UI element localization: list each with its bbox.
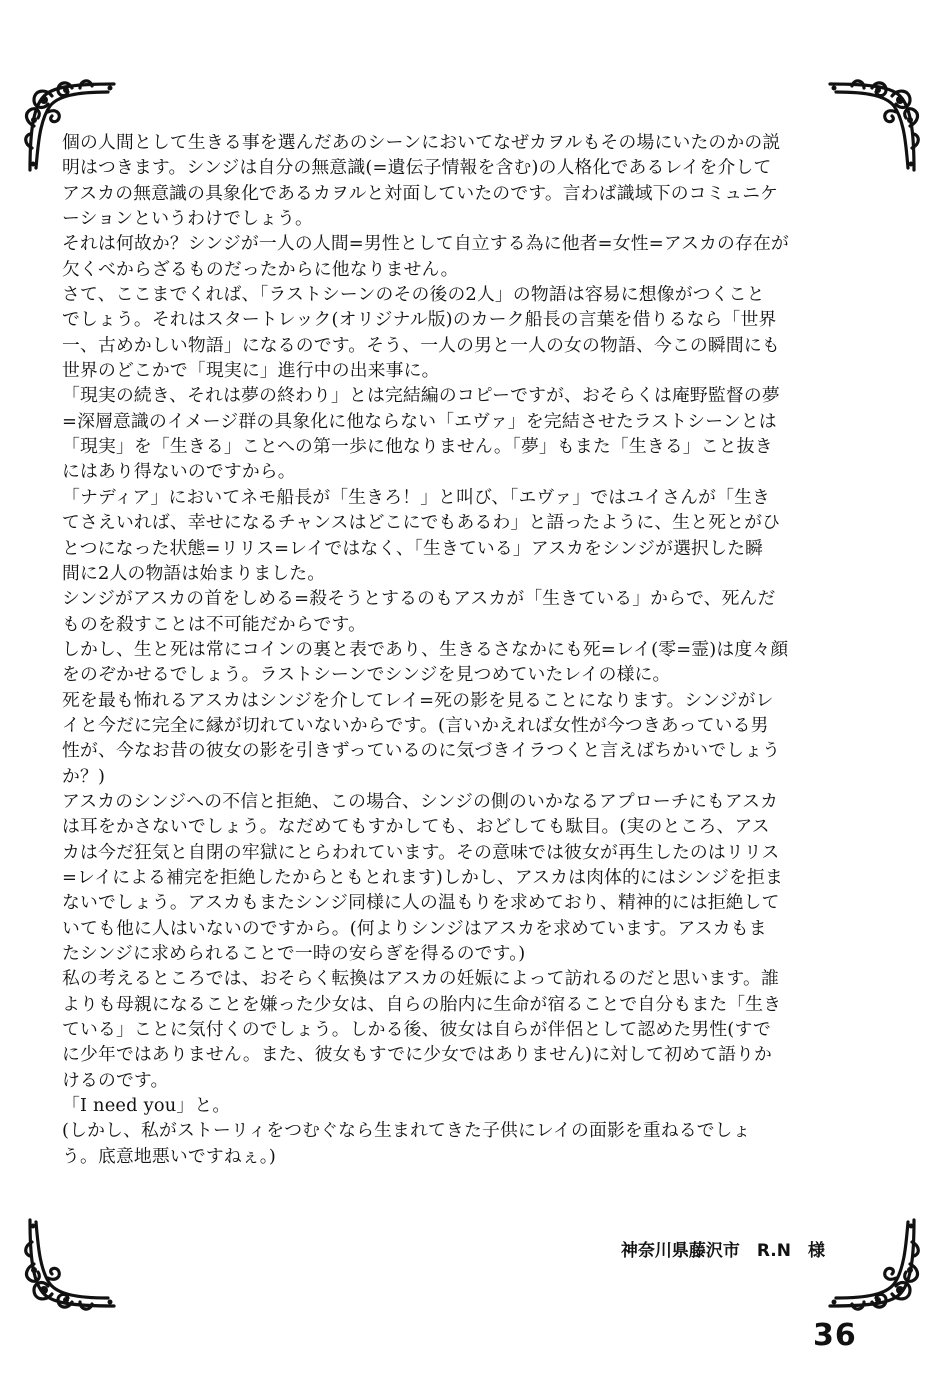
text-line: 「現実の続き、それは夢の終わり」とは完結編のコピーですが、おそらくは庵野監督の夢 (62, 385, 780, 407)
text-line: けるのです。 (62, 1069, 169, 1091)
text-line: う。底意地悪いですねぇ。) (62, 1145, 277, 1167)
page-number: 36 (813, 1318, 857, 1353)
text-line: ものを殺すことは不可能だからです。 (62, 613, 367, 635)
text-line: 「現実」を「生きる」ことへの第一歩に他なりません。「夢」もまた「生きる」こと抜き (62, 436, 773, 458)
text-line: さて、ここまでくれば、「ラストシーンのその後の2人」の物語は容易に想像がつくこと (62, 284, 765, 306)
text-line: たシンジに求められることで一時の安らぎを得るのです。) (62, 943, 526, 964)
text-line: 性が、今なお昔の彼女の影を引きずっているのに気づきイラつくと言えばちかいでしょう (62, 740, 781, 762)
article-body (62, 130, 840, 1169)
text-line: いても他に人はいないのですから。(何よりシンジはアスカを求めています。アスカもま (62, 917, 767, 939)
text-line: 個の人間として生きる事を選んだあのシーンにおいてなぜカヲルもその場にいたのかの説 (62, 132, 781, 153)
text-line: 「I need you」と。 (62, 1095, 231, 1117)
corner-ornament-bottom-right-icon (822, 1212, 922, 1312)
text-line: にはあり得ないのですから。 (62, 461, 296, 483)
text-line: よりも母親になることを嫌った少女は、自らの胎内に生命が宿ることで自分もまた「生き (62, 993, 782, 1015)
text-line: カは今だ狂気と自閉の牢獄にとらわれています。その意味では彼女が再生したのはリリス (62, 841, 780, 863)
text-line: 死を最も怖れるアスカはシンジを介してレイ=死の影を見ることになります。シンジがレ (62, 689, 774, 711)
text-line: ないでしょう。アスカもまたシンジ同様に人の温もりを求めており、精神的には拒絶して (62, 892, 780, 914)
text-line: は耳をかさないでしょう。なだめてもすかしても、おどしても駄目。(実のところ、アス (62, 816, 770, 838)
text-line: 私の考えるところでは、おそらく転換はアスカの妊娠によって訪れるのだと思います。誰 (62, 968, 779, 990)
text-line: イと今だに完全に縁が切れていないからです。(言いかえれば女性が今つきあっている男 (62, 714, 769, 736)
text-line: か？) (62, 765, 106, 787)
text-line: 「ナディア」においてネモ船長が「生きろ！」と叫び、「エヴァ」ではユイさんが「生き (62, 486, 771, 508)
text-line: アスカのシンジへの不信と拒絶、この場合、シンジの側のいかなるアプローチにもアスカ (62, 790, 779, 812)
text-line: 明はつきます。シンジは自分の無意識(=遺伝子情報を含む)の人格化であるレイを介して (62, 157, 772, 179)
text-line: 間に2人の物語は始まりました。 (62, 562, 326, 584)
text-line: =レイによる補完を拒絶したからともとれます)しかし、アスカは肉体的にはシンジを拒ま (62, 866, 784, 888)
text-line: 欠くべからざるものだったからに他なりません。 (62, 258, 459, 280)
text-line: ている」ことに気付くのでしょう。しかる後、彼女は自らが伴侶として認めた男性(すで (62, 1019, 771, 1041)
text-line: をのぞかせるでしょう。ラストシーンでシンジを見つめていたレイの様に。 (62, 664, 671, 686)
text-line: ーションというわけでしょう。 (62, 208, 314, 230)
text-line: =深層意識のイメージ群の具象化に他ならない「エヴァ」を完結させたラストシーンとは (62, 410, 777, 432)
text-line: (しかし、私がストーリィをつむぐなら生まれてきた子供にレイの面影を重ねるでしょ (62, 1120, 751, 1142)
text-line: しかし、生と死は常にコインの裏と表であり、生きるさなかにも死=レイ(零=霊)は度々顔 (62, 638, 789, 660)
text-line: シンジがアスカの首をしめる=殺そうとするのもアスカが「生きている」からで、死んだ (62, 588, 776, 610)
author-signature: 神奈川県藤沢市 R.N 様 (620, 1241, 825, 1261)
text-line: 世界のどこかで「現実に」進行中の出来事に。 (62, 360, 440, 382)
text-line: アスカの無意識の具象化であるカヲルと対面していたのです。言わば識域下のコミュニケ (62, 182, 779, 204)
text-line: でしょう。それはスタートレック(オリジナル版)のカーク船長の言葉を借りるなら「世界 (62, 309, 777, 331)
text-line: てさえいれば、幸せになるチャンスはどこにでもあるわ」と語ったように、生と死とがひ (62, 512, 781, 534)
text-line: とつになった状態=リリス=レイではなく、「生きている」アスカをシンジが選択した瞬 (62, 537, 764, 559)
text-line: 一、古めかしい物語」になるのです。そう、一人の男と一人の女の物語、今この瞬間にも (62, 334, 780, 356)
text-line: に少年ではありません。また、彼女もすでに少女ではありません)に対して初めて語りか (62, 1044, 773, 1066)
text-line: それは何故か？シンジが一人の人間=男性として自立する為に他者=女性=アスカの存在が (62, 233, 789, 255)
corner-ornament-bottom-left-icon (22, 1212, 122, 1312)
